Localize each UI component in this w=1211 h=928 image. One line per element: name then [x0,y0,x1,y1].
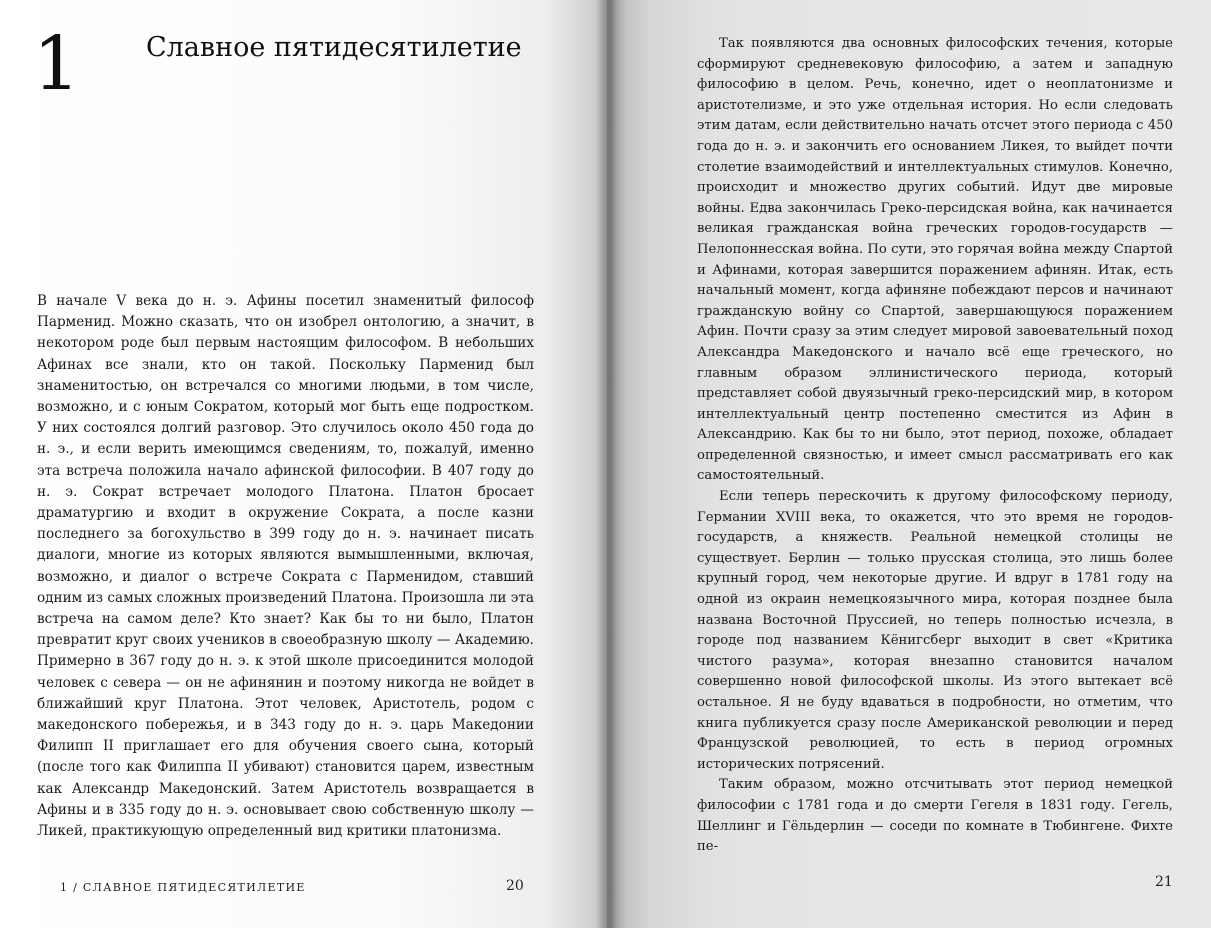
paragraph: В начале V века до н. э. Афины посетил знаменитый философ Парменид. Можно сказать, что он изобрел онтологию, а значит, в некотором роде был первым настоящим философом. В небольших Афинах все знали, кто он такой. Поскольку Парменид был знаменитостью, он встречался со многими людьми, в том числе, возможно, и с юным Сократом, который мог быть еще подростком. У них состоялся долгий разговор. Это случилось около 450 года до н. э., и если верить имеющимся сведениям, то, пожалуй, именно эта встреча положила начало афинской философии. В 407 году до н. э. Сократ встречает молодого Платона. Платон бросает драматургию и входит в окружение Сократа, а после казни последнего за богохульство в 399 году до н. э. начинает писать диалоги, многие из которых являются вымышленными, включая, возможно, и диалог о встрече Сократа с Парменидом, ставший одним из самых сложных произведений Платона. Произошла ли эта встреча на самом деле? Кто знает? Как бы то ни было, Платон превратит круг своих учеников в своеобразную школу — Академию. Примерно в 367 году до н. э. к этой школе присоединится молодой человек с севера — он не афинянин и поэтому никогда не войдет в ближайший круг Платона. Этот человек, Аристотель, родом с македонского побережья, и в 343 году до н. э. царь Македонии Филипп II приглашает его для обучения своего сына, который (после того как Филиппа II убивают) становится царем, известным как Александр Македонский. Затем Аристотель возвращается в Афины и в 335 году до н. э. основывает свою собственную школу — Ликей, практикующую определенный вид критики платонизма. [37,293,534,840]
right-body-text [697,34,1173,858]
left-body-text [37,291,534,842]
running-head: 1 / СЛАВНОЕ ПЯТИДЕСЯТИЛЕТИЕ [60,881,306,894]
page-number-right: 21 [1155,874,1173,890]
paragraph: Если теперь перескочить к другому философскому периоду, Германии XVIII века, то окажется, что это время не городов-государств, а княжеств. Реальной немецкой столицы не существует. Берлин — только прусская столица, это лишь более крупный город, чем некоторые другие. И вдруг в 1781 году на одной из окраин немецкоязычного мира, которая позднее была названа Восточной Пруссией, но теперь полностью исчезла, в городе под названием Кёнигсберг выходит в свет «Критика чистого разума», которая внезапно становится началом совершенно новой философской школы. Из этого вытекает всё остальное. Я не буду вдаваться в подробности, но отметим, что книга публикуется сразу после Американской революции и перед Французской революцией, то есть в период огромных исторических потрясений. [697,489,1173,772]
chapter-number: 1 [33,21,81,107]
paragraph: Так появляются два основных философских течения, которые сформируют средневековую философию, а затем и западную философию в целом. Речь, конечно, идет о неоплатонизме и аристотелизме, и это уже отдельная история. Но если следовать этим датам, если действительно начать отсчет этого периода с 450 года до н. э. и закончить его основанием Ликея, то выйдет почти столетие взаимодействий и интеллектуальных стимулов. Конечно, происходит и множество других событий. Идут две мировые войны. Едва закончилась Греко-персидская война, как начинается великая гражданская война греческих городов-государств — Пелопоннесская война. По сути, это горячая война между Спартой и Афинами, которая завершится поражением афинян. Итак, есть начальный момент, когда афиняне побеждают персов и начинают гражданскую войну со Спартой, завершающуюся поражением Афин. Почти сразу за этим следует мировой завоевательный поход Александра Македонского и начало всё еще греческого, но главным образом эллинистического периода, который представляет собой двуязычный греко-персидский мир, в котором интеллектуальный центр постепенно сместится из Афин в Александрию. Как бы то ни было, этот период, похоже, обладает определенной связностью, и имеет смысл рассматривать его как самостоятельный. [697,36,1173,484]
right-page [607,0,1211,928]
page-number-left: 20 [506,878,524,894]
paragraph: Таким образом, можно отсчитывать этот период немецкой философии с 1781 года и до смерти Гегеля в 1831 году. Гегель, Шеллинг и Гёльдерлин — соседи по комнате в Тюбингене. Фихте пе- [697,777,1173,855]
chapter-title: Славное пятидесятилетие [146,32,522,63]
